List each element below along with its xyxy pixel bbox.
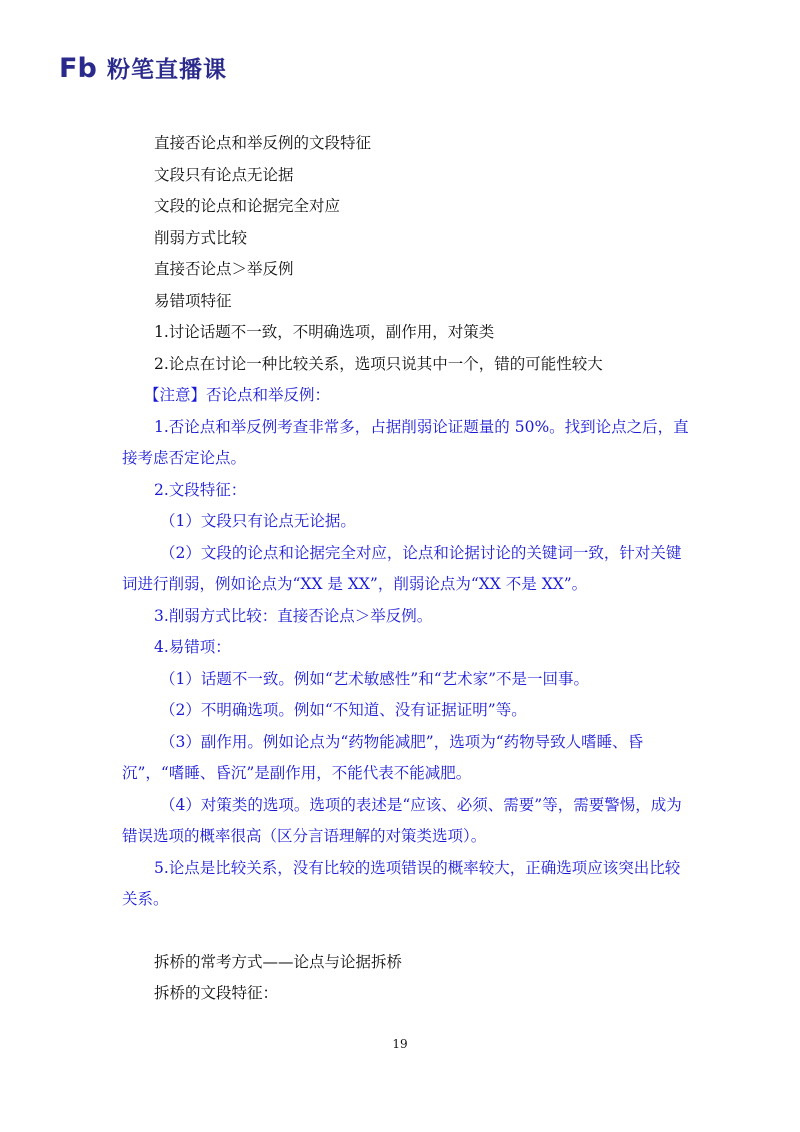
outline-item: 1.讨论话题不一致，不明确选项，副作用，对策类 xyxy=(154,323,495,341)
note-paragraph: （1）话题不一致。例如“艺术敏感性”和“艺术家”不是一回事。 xyxy=(160,669,590,688)
outline-item: 直接否论点＞举反例 xyxy=(154,260,294,278)
note-heading-text: 否论点和举反例： xyxy=(206,386,331,404)
note-paragraph: （2）不明确选项。例如“不知道、没有证据证明”等。 xyxy=(160,701,527,719)
section-title: 拆桥的常考方式——论点与论据拆桥 xyxy=(154,952,403,971)
note-paragraph: 3.削弱方式比较：直接否论点＞举反例。 xyxy=(154,606,433,625)
outline-item: 易错项特征 xyxy=(154,291,232,310)
page-content xyxy=(122,128,692,1010)
note-paragraph: 1.否论点和举反例考查非常多，占据削弱论证题量的 50%。找到论点之后，直接考虑否定论点。 xyxy=(122,417,689,467)
note-paragraph: 4.易错项： xyxy=(154,638,231,656)
brand-name: 粉笔直播课 xyxy=(107,56,227,83)
note-paragraph: （2）文段的论点和论据完全对应，论点和论据讨论的关键词一致，针对关键词进行削弱，例如论点为“XX 是 XX”，削弱论点为“XX 不是 XX”。 xyxy=(122,543,682,593)
outline-item: 直接否论点和举反例的文段特征 xyxy=(154,134,372,152)
note-paragraph: 5.论点是比较关系，没有比较的选项错误的概率较大，正确选项应该突出比较关系。 xyxy=(122,858,681,908)
note-heading-bracket: 【注意】 xyxy=(144,386,207,404)
section-subtitle: 拆桥的文段特征： xyxy=(154,984,279,1002)
outline-item: 文段的论点和论据完全对应 xyxy=(154,197,341,215)
outline-item: 文段只有论点无论据 xyxy=(154,165,294,184)
outline-item: 2.论点在讨论一种比较关系，选项只说其中一个，错的可能性较大 xyxy=(154,354,603,373)
outline-item: 削弱方式比较 xyxy=(154,228,248,247)
note-paragraph: （4）对策类的选项。选项的表述是“应该、必须、需要”等，需要警惕，成为错误选项的概率很高（区分言语理解的对策类选项）。 xyxy=(122,795,682,845)
note-paragraph: （1）文段只有论点无论据。 xyxy=(160,512,356,530)
page-number: 19 xyxy=(392,1037,408,1051)
fenbi-logo-icon xyxy=(57,52,101,82)
note-paragraph: （3）副作用。例如论点为“药物能减肥”，选项为“药物导致人嗜睡、昏沉”，“嗜睡、昏沉”是副作用，不能代表不能减肥。 xyxy=(122,732,644,782)
section-spacer xyxy=(122,916,692,947)
note-heading xyxy=(122,380,692,412)
logo-mark-text: Fb xyxy=(59,53,97,82)
note-paragraph: 2.文段特征： xyxy=(154,480,247,499)
page-header xyxy=(57,50,227,84)
